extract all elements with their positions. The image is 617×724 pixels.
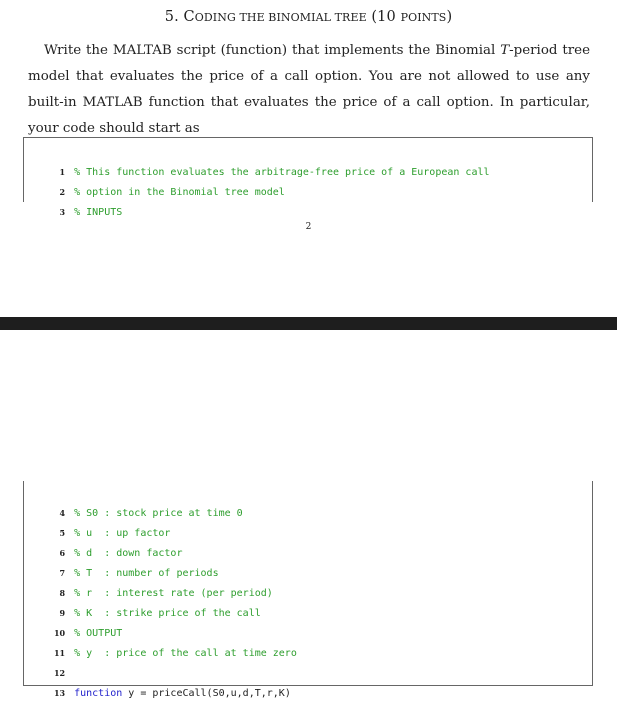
code-comment: % d : down factor <box>74 548 183 559</box>
line-number: 4 <box>59 508 66 518</box>
line-number: 12 <box>53 668 66 678</box>
code-line <box>24 543 219 579</box>
code-comment: % r : interest rate (per period) <box>74 588 273 599</box>
code-comment: % T : number of periods <box>74 568 219 579</box>
section-heading <box>0 9 617 25</box>
page-divider <box>0 317 617 330</box>
code-block-bottom <box>23 481 593 699</box>
line-number: 10 <box>53 628 66 638</box>
section-number: 5. <box>164 9 179 25</box>
code-comment: % S0 : stock price at time 0 <box>74 508 243 519</box>
code-function-signature: y = priceCall(S0,u,d,T,r,K) <box>122 688 291 699</box>
code-keyword: function <box>74 688 123 699</box>
code-comment: % OUTPUT <box>74 628 123 639</box>
code-line <box>24 162 285 198</box>
code-line <box>24 523 183 559</box>
line-number: 7 <box>59 568 66 578</box>
code-line <box>24 563 273 599</box>
paragraph-part-1: Write the MALTAB script (function) that implements the Binomial <box>44 43 501 58</box>
heading-title-rest: ODING THE BINOMIAL TREE <box>194 11 367 24</box>
code-line <box>24 663 291 699</box>
heading-points-first: P <box>400 11 409 24</box>
line-number: 11 <box>53 648 66 658</box>
line-number: 1 <box>59 167 66 177</box>
code-line <box>24 483 243 519</box>
paragraph-italic-t: T <box>500 43 510 58</box>
line-number: 5 <box>59 528 66 538</box>
paragraph-part-2: -period tree model that evaluates the price of a call option. You are not allowed to use any built-in MATLAB function that evaluates the price of a call option. In particular, your code should start as <box>28 43 590 136</box>
code-comment: % option in the Binomial tree model <box>74 187 285 198</box>
code-block-top <box>23 137 593 218</box>
line-number: 2 <box>59 187 66 197</box>
code-comment: % INPUTS <box>74 207 123 218</box>
line-number: 13 <box>53 688 66 698</box>
code-comment: % u : up factor <box>74 528 171 539</box>
heading-points-close: ) <box>446 9 453 25</box>
code-line <box>24 182 123 218</box>
code-comment: % This function evaluates the arbitrage-free price of a European call <box>74 167 490 178</box>
code-line <box>24 503 171 539</box>
code-comment: % K : strike price of the call <box>74 608 261 619</box>
heading-points-open: (10 <box>371 9 396 25</box>
line-number: 9 <box>59 608 66 618</box>
code-line <box>24 583 261 619</box>
code-comment: % y : price of the call at time zero <box>74 648 297 659</box>
line-number: 8 <box>59 588 66 598</box>
code-line <box>24 643 74 678</box>
instruction-paragraph <box>28 38 590 142</box>
line-number: 6 <box>59 548 66 558</box>
code-line <box>24 603 123 639</box>
line-number: 3 <box>59 207 66 217</box>
heading-first-letter: C <box>183 9 195 25</box>
page-number: 2 <box>305 222 312 232</box>
code-line <box>24 142 490 178</box>
code-line <box>24 623 297 659</box>
heading-points-rest: OINTS <box>408 11 447 24</box>
